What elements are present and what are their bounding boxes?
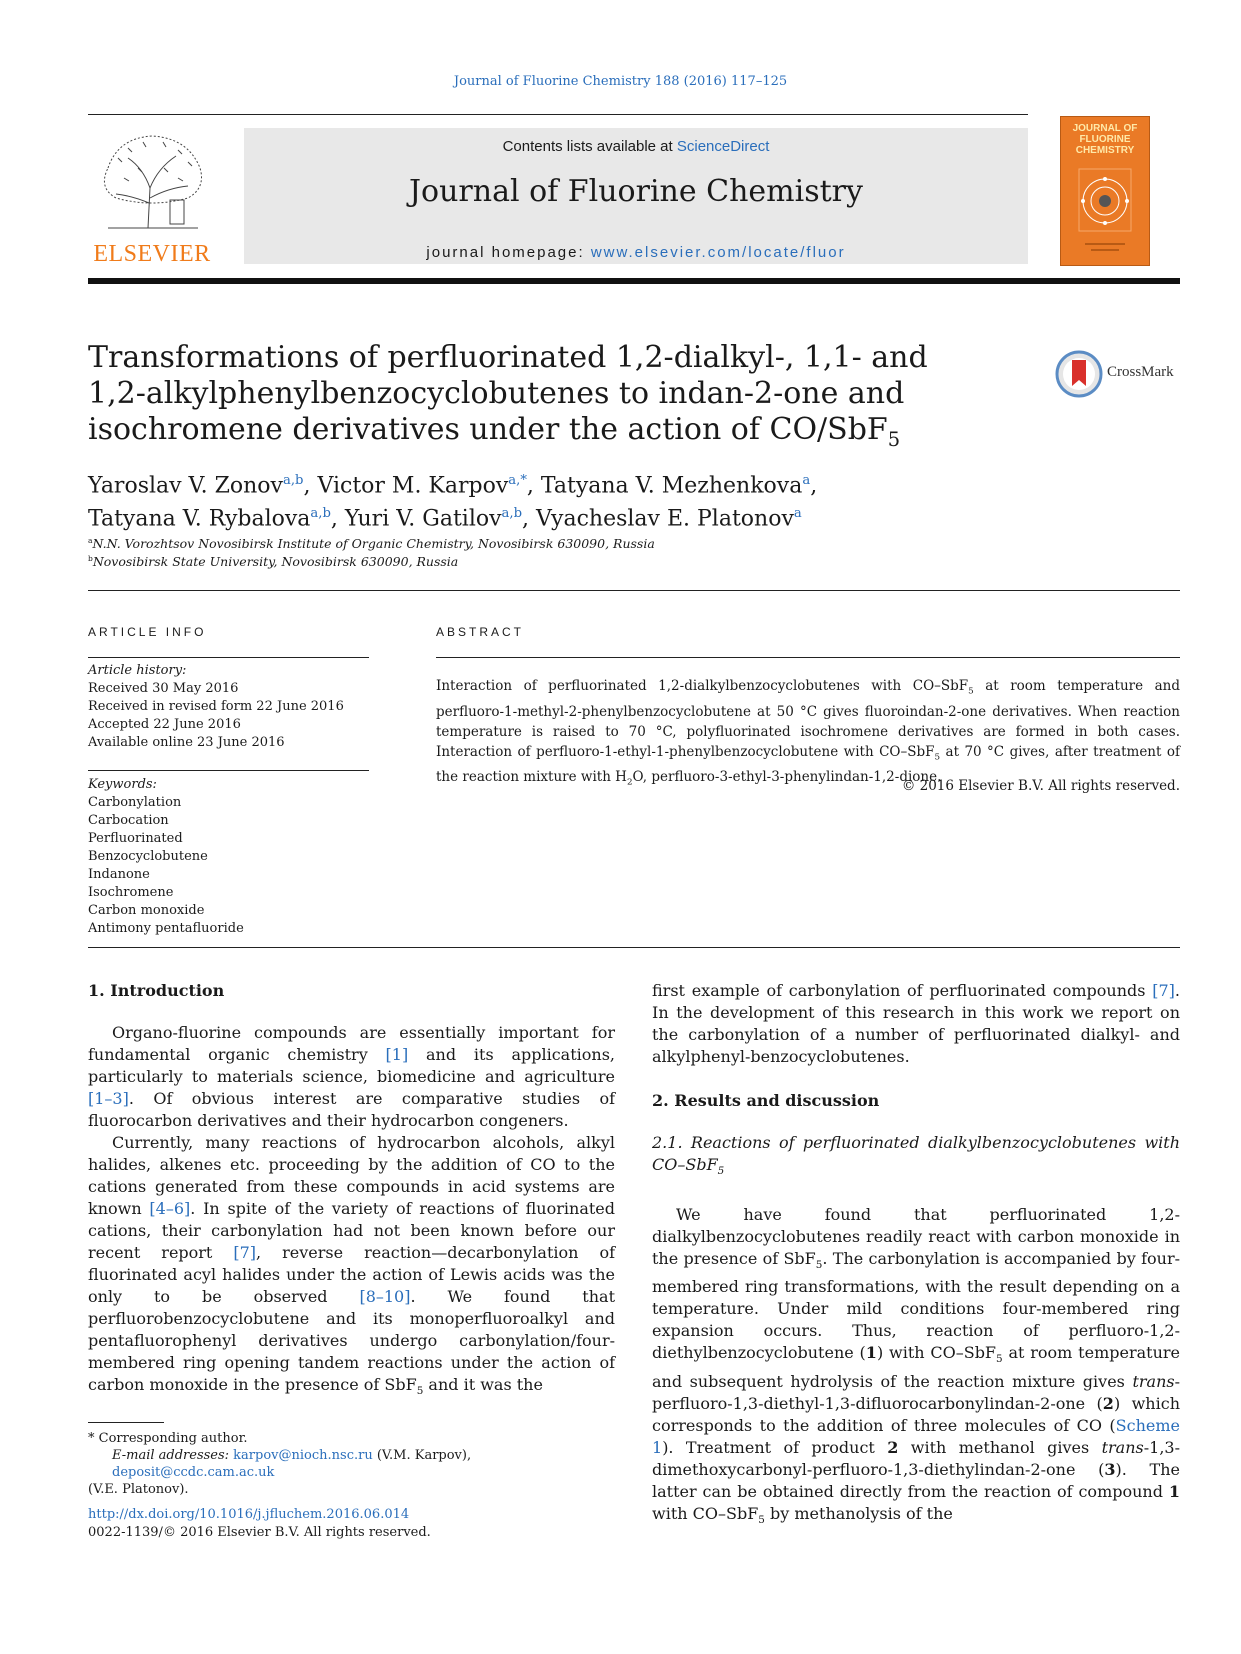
affiliation-a-text: N.N. Vorozhtsov Novosibirsk Institute of Organic Chemistry, Novosibirsk 630090, Russia (92, 536, 655, 552)
keyword: Perfluorinated (88, 831, 183, 846)
crossmark-label: CrossMark (1107, 364, 1174, 380)
author-sep: , (303, 473, 318, 499)
email-owner: (V.M. Karpov), (372, 1448, 472, 1463)
article-info-heading: ARTICLE INFO (88, 625, 207, 639)
compound-number: 3 (1104, 1459, 1116, 1479)
journal-cover[interactable] (1060, 116, 1150, 266)
subscript: 5 (717, 1165, 725, 1178)
text: by methanolysis of the (764, 1503, 953, 1523)
keyword: Carbon monoxide (88, 903, 205, 918)
compound-number: 1 (865, 1343, 877, 1363)
article-title-subscript: 5 (887, 428, 901, 451)
email-link[interactable]: karpov@nioch.nsc.ru (233, 1448, 373, 1463)
subscript: 5 (815, 1259, 823, 1272)
compound-number: 1 (1168, 1481, 1180, 1501)
citation-link[interactable]: [1–3] (88, 1089, 129, 1108)
abstract-part: O, perfluoro-3-ethyl-3-phenylindan-1,2-dione. (632, 769, 942, 786)
history-label: Article history: (88, 663, 187, 678)
citation-link[interactable]: [7] (233, 1243, 257, 1262)
homepage-link[interactable]: www.elsevier.com/locate/fluor (590, 244, 846, 261)
journal-title: Journal of Fluorine Chemistry (409, 174, 863, 209)
issn-line: 0022-1139/© 2016 Elsevier B.V. All rights reserved. (88, 1525, 431, 1540)
homepage-line (244, 244, 1028, 261)
cover-title: JOURNAL OF FLUORINE CHEMISTRY (1072, 123, 1138, 156)
affiliation-b-label: b (88, 554, 93, 563)
paragraph (88, 1132, 615, 1402)
subscript: 5 (758, 1513, 765, 1526)
abstract-text (436, 676, 1180, 793)
corresponding-author-note: * Corresponding author. (88, 1431, 248, 1446)
email-link[interactable]: deposit@ccdc.cam.ac.uk (112, 1465, 275, 1480)
compound-number: 2 (887, 1437, 899, 1457)
text: . Of obvious interest are comparative studies of fluorocarbon derivatives and their hydrocarbon congeners. (88, 1089, 615, 1130)
italic-text: trans (1132, 1371, 1175, 1391)
abstract-part: at 70 °C gives, after treatment of the reaction mixture with H (436, 743, 1180, 786)
text: -1,3-dimethoxycarbonyl-perfluoro-1,3-diethylindan-2-one ( (652, 1437, 1180, 1479)
text: -perfluoro-1,3-diethyl-1,3-difluorocarbonylindan-2-one ( (652, 1371, 1180, 1413)
keywords-label: Keywords: (88, 777, 157, 792)
header-thick-rule (88, 278, 1180, 284)
scheme-link[interactable]: Scheme 1 (652, 1415, 1180, 1457)
subscript: 5 (968, 686, 974, 697)
text: . In the development of this research in this work we report on the carbonylation of a number of perfluorinated dialkyl- and alkylphenyl-benzocyclobutenes. (652, 981, 1180, 1066)
article-title (88, 340, 988, 458)
citation-link[interactable]: [1] (385, 1045, 409, 1064)
text: . In spite of the variety of reactions of fluorinated cations, their carbonylation had not been known before our recent report (88, 1199, 615, 1262)
italic-text: trans (1101, 1437, 1144, 1457)
author-sep: , (330, 506, 345, 532)
body-column-right (652, 980, 1180, 1531)
subscript: 5 (416, 1385, 424, 1398)
affiliation-b (88, 554, 458, 569)
article-history (88, 662, 369, 752)
email-label: E-mail addresses: (112, 1448, 234, 1463)
author-name[interactable]: Vyacheslav E. Platonov (536, 506, 794, 532)
article-info-rule (88, 657, 369, 658)
citation-link[interactable]: [4–6] (149, 1199, 191, 1218)
keyword: Isochromene (88, 885, 174, 900)
abstract-part: at room temperature and perfluoro-1-methyl-2-phenylbenzocyclobutene at 50 °C gives fluoroindan-2-one derivatives. When reaction temperature is raised to 70 °C, polyfluorinated isochromene derivatives are formed in both cases. Interaction of perfluoro-1-ethyl-1-phenylbenzocyclobutene with CO–SbF (436, 678, 1180, 760)
tree-icon (88, 128, 216, 232)
text: . The carbonylation is accompanied by four-membered ring transformations, with the result depending on a temperature. Under mild conditions four-membered ring expansion occurs. Thus, reaction of perfluoro-1,2-diethylbenzocyclobutene ( (652, 1249, 1180, 1363)
text: ) with CO–SbF (876, 1343, 997, 1363)
author-name[interactable]: Yuri V. Gatilov (344, 506, 502, 532)
abstract-part: Interaction of perfluorinated 1,2-dialkylbenzocyclobutenes with CO–SbF (436, 678, 969, 694)
author-name[interactable]: Tatyana V. Mezhenkova (540, 473, 803, 499)
author-sep: , (526, 473, 541, 499)
homepage-prefix: journal homepage: (426, 244, 591, 261)
author-affil[interactable]: a,* (508, 473, 527, 488)
text: and its applications, particularly to materials science, biomedicine and agriculture (88, 1045, 616, 1086)
abstract-heading: ABSTRACT (436, 625, 525, 639)
text: and it was the (423, 1375, 543, 1394)
author-affil[interactable]: a,b (310, 506, 331, 522)
text: ). The latter can be obtained directly from the reaction of compound (652, 1459, 1180, 1501)
text: at room temperature and subsequent hydrolysis of the reaction mixture gives (652, 1343, 1180, 1391)
author-affil[interactable]: a,b (501, 506, 523, 522)
history-item: Accepted 22 June 2016 (88, 717, 241, 732)
text: . We found that perfluorobenzocyclobutene and its monoperfluoroalkyl and pentafluorophenyl derivatives undergo carbonylation/four-membered ring opening tandem reactions under the action of carbon monoxide in the presence of SbF (88, 1287, 616, 1394)
author-list (88, 467, 988, 534)
citation-link[interactable]: [8–10] (359, 1287, 411, 1306)
author-sep: , (522, 506, 537, 532)
keywords-rule (88, 770, 369, 771)
author-sep: , (810, 473, 818, 499)
abstract-copyright: © 2016 Elsevier B.V. All rights reserved. (901, 778, 1180, 794)
elsevier-wordmark: ELSEVIER (93, 241, 211, 267)
sciencedirect-link[interactable]: ScienceDirect (676, 138, 770, 155)
article-title-text: Transformations of perfluorinated 1,2-dialkyl-, 1,1- and 1,2-alkylphenylbenzocyclobutenes to indan-2-one and isochromene derivatives under the action of CO/SbF (88, 340, 928, 447)
affiliation-a-label: a (88, 536, 93, 545)
abstract-rule (436, 657, 1180, 658)
author-name[interactable]: Victor M. Karpov (317, 473, 509, 499)
contents-prefix: Contents lists available at (502, 138, 677, 155)
subsection-heading (652, 1132, 1180, 1182)
text: , reverse reaction—decarbonylation of fluorinated acyl halides under the action of Lewis acids was the only to be observed (88, 1243, 615, 1306)
keywords-list (88, 776, 369, 938)
text: Currently, many reactions of hydrocarbon alcohols, alkyl halides, alkenes etc. proceeding by the addition of CO to the cations generated from these compounds in acid systems are known (88, 1133, 615, 1218)
atom-icon (1061, 117, 1149, 265)
author-name[interactable]: Tatyana V. Rybalova (88, 506, 311, 532)
author-affil[interactable]: a,b (282, 473, 304, 488)
keyword: Benzocyclobutene (88, 849, 208, 864)
text: 2.1. Reactions of perfluorinated dialkylbenzocyclobutenes with CO–SbF (652, 1133, 1180, 1174)
text: with CO–SbF (652, 1503, 759, 1523)
crossmark-badge[interactable] (1055, 350, 1185, 398)
text: first example of carbonylation of perfluorinated compounds (652, 981, 1153, 1000)
elsevier-logo (88, 128, 216, 268)
journal-reference[interactable]: Journal of Fluorine Chemistry 188 (2016) 117–125 (453, 74, 788, 89)
history-item: Received 30 May 2016 (88, 681, 239, 696)
section-heading-results: 2. Results and discussion (652, 1091, 880, 1110)
contents-line (244, 138, 1028, 155)
keyword: Carbocation (88, 813, 169, 828)
citation-link[interactable]: [7] (1152, 981, 1175, 1000)
text: ). Treatment of product (662, 1437, 888, 1457)
text: with methanol gives (898, 1437, 1102, 1457)
title-rule (88, 590, 1180, 591)
text: ) which corresponds to the addition of three molecules of CO ( (652, 1393, 1180, 1435)
author-affil[interactable]: a (793, 506, 802, 522)
subscript: 2 (626, 778, 633, 789)
footnote-rule (88, 1422, 164, 1423)
text: Organo-fluorine compounds are essentially important for fundamental organic chemistry (88, 1023, 615, 1064)
footnote (88, 1430, 628, 1498)
header-rule (88, 114, 1028, 115)
history-item: Available online 23 June 2016 (88, 735, 285, 750)
compound-number: 2 (1102, 1393, 1114, 1413)
affiliation-a (88, 536, 655, 551)
section-heading-introduction: 1. Introduction (88, 981, 225, 1000)
paragraph (88, 1022, 615, 1132)
email-owner: (V.E. Platonov). (88, 1482, 189, 1497)
paragraph (652, 1204, 1180, 1531)
author-name[interactable]: Yaroslav V. Zonov (88, 473, 283, 499)
keyword: Antimony pentafluoride (88, 921, 244, 936)
affiliation-b-text: Novosibirsk State University, Novosibirsk 630090, Russia (92, 554, 459, 570)
text: We have found that perfluorinated 1,2-dialkylbenzocyclobutenes readily react with carbon monoxide in the presence of SbF (652, 1205, 1180, 1269)
masthead (244, 128, 1028, 264)
front-matter-rule (88, 947, 1180, 948)
paragraph (652, 980, 1180, 1068)
subscript: 5 (996, 1353, 1003, 1366)
crossmark-icon (1055, 350, 1103, 398)
history-item: Received in revised form 22 June 2016 (88, 699, 344, 714)
keyword: Carbonylation (88, 795, 182, 810)
doi-link[interactable]: http://dx.doi.org/10.1016/j.jfluchem.2016.06.014 (88, 1507, 410, 1522)
author-affil[interactable]: a (802, 473, 811, 488)
subscript: 5 (934, 752, 941, 763)
email-line (88, 1447, 628, 1481)
keyword: Indanone (88, 867, 150, 882)
body-column-left (88, 980, 615, 1402)
